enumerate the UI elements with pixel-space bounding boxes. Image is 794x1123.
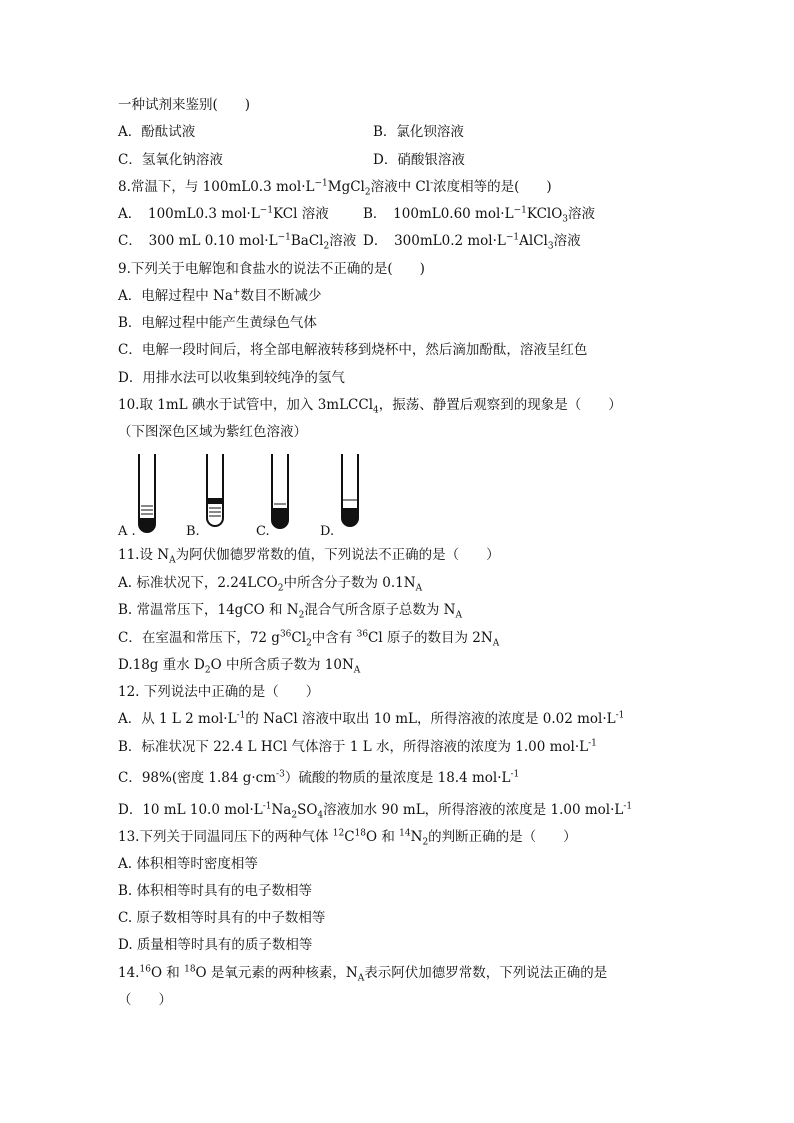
q7-options-row2	[118, 151, 718, 169]
q7-options-row1	[118, 123, 718, 141]
q14-stem: 14.16O 和 $^{18}$O 是氧元素的两种核素，$N_A$表示阿伏加德罗常数，下列说法正确的是	[118, 964, 608, 984]
q12-option-d[interactable]: D．10 mL 10.0 $mol\cdot L^{-1}Na_2SO_4$溶液加水 90 mL，所得溶液的浓度是 1.00 $mol\cdot L^{-1}$	[118, 801, 633, 821]
q12-option-b[interactable]: B．标准状况下 22.4 L HCl 气体溶于 1 L 水，所得溶液的浓度为 1.00 $mol\cdot L^{-1}$	[118, 738, 597, 755]
q8-option-c[interactable]: C． 300 mL 0.10 $mol\cdot L^{-1}BaCl_2$溶液	[118, 232, 357, 252]
test-tube-icon[interactable]	[269, 452, 291, 532]
q7-option-a[interactable]: A．酚酞试液	[118, 124, 196, 140]
q9-option-d[interactable]: D．用排水法可以收集到较纯净的氢气	[118, 370, 345, 386]
test-tube-icon[interactable]	[339, 452, 361, 532]
q7-option-b[interactable]: B．氯化钡溶液	[373, 124, 464, 140]
q9-option-b[interactable]: B．电解过程中能产生黄绿色气体	[118, 315, 317, 331]
q9-option-a[interactable]: A．电解过程中 Na+数目不断减少	[118, 287, 322, 304]
q13-option-b[interactable]: B. 体积相等时具有的电子数相等	[118, 883, 313, 899]
q8-option-a[interactable]: A． 100mL0.3 $mol\cdot L^{-1}KCl$ 溶液	[118, 205, 329, 222]
q12-option-c[interactable]: C．98%(密度 1.84 $g\cdot cm^{-3}$）硫酸的物质的量浓度是 18.4 $mol\cdot L^{-1}$	[118, 769, 520, 786]
q7-option-c[interactable]: C．氢氧化钠溶液	[118, 152, 223, 168]
test-tube-icon[interactable]	[204, 452, 226, 530]
q11-option-d[interactable]: D.18g 重水 $D_2O$ 中所含质子数为 $10N_A$	[118, 657, 361, 676]
q8-stem: 8.常温下，与 100mL0.3 $mol\cdot L^{-1}MgCl_2$溶液中 Cl-浓度相等的是( )	[118, 178, 552, 198]
q8-option-d[interactable]: D． 300mL0.2 $mol\cdot L^{-1}AlCl_3$溶液	[363, 232, 581, 252]
test-tube-icon[interactable]	[136, 452, 158, 534]
q12-option-a[interactable]: A．从 1 L 2 $mol\cdot L^{-1}$的 NaCl 溶液中取出 10 mL，所得溶液的浓度是 0.02 $mol\cdot L^{-1}$	[118, 710, 625, 727]
q8-options-row2	[118, 232, 718, 250]
q7-stem-tail: 一种试剂来鉴别( )	[118, 97, 251, 113]
q10-label-c[interactable]: C.	[256, 524, 270, 539]
q11-stem: 11.设 $N_A$为阿伏伽德罗常数的值，下列说法不正确的是（ ）	[118, 547, 500, 566]
q9-option-c[interactable]: C．电解一段时间后，将全部电解液转移到烧杯中，然后滴加酚酞，溶液呈红色	[118, 342, 588, 358]
q13-option-c[interactable]: C. 原子数相等时具有的中子数相等	[118, 910, 326, 926]
q11-option-c[interactable]: C．在室温和常压下，72 $g^{36}Cl_2$中含有 $^{36}$Cl 原子的数目为 $2N_A$	[118, 629, 500, 649]
q9-stem: 9.下列关于电解饱和食盐水的说法不正确的是( )	[118, 261, 425, 277]
q12-stem: 12. 下列说法中正确的是（ ）	[118, 684, 320, 700]
q10-label-b[interactable]: B.	[186, 524, 200, 539]
q10-label-a[interactable]: A .	[118, 524, 136, 539]
q14-answer-bracket: （ ）	[118, 992, 172, 1008]
q11-option-b[interactable]: B. 常温常压下，14gCO 和 $N_2$混合气所含原子总数为 $N_A$	[118, 602, 462, 621]
q7-option-d[interactable]: D．硝酸银溶液	[373, 152, 465, 168]
q10-test-tube-figure	[118, 452, 378, 542]
q11-option-a[interactable]: A. 标准状况下，$2.24LCO_2$中所含分子数为 $0.1N_A$	[118, 575, 423, 594]
q10-note: （下图深色区域为紫红色溶液）	[118, 424, 307, 440]
q13-stem: 13.下列关于同温同压下的两种气体 $^{12}C^{18}O$ 和 $^{14}N_2$的判断正确的是（ ）	[118, 828, 577, 848]
q10-stem: 10.取 1mL 碘水于试管中，加入 3mLCCl$_4$，振荡、静置后观察到的现象是（ ）	[118, 397, 622, 416]
q8-option-b[interactable]: B． 100mL0.60 $mol\cdot L^{-1}KClO_3$溶液	[363, 205, 596, 225]
q13-option-a[interactable]: A. 体积相等时密度相等	[118, 856, 258, 872]
q8-options-row1	[118, 205, 718, 223]
q10-label-d[interactable]: D.	[320, 524, 335, 539]
q13-option-d[interactable]: D. 质量相等时具有的质子数相等	[118, 937, 313, 953]
